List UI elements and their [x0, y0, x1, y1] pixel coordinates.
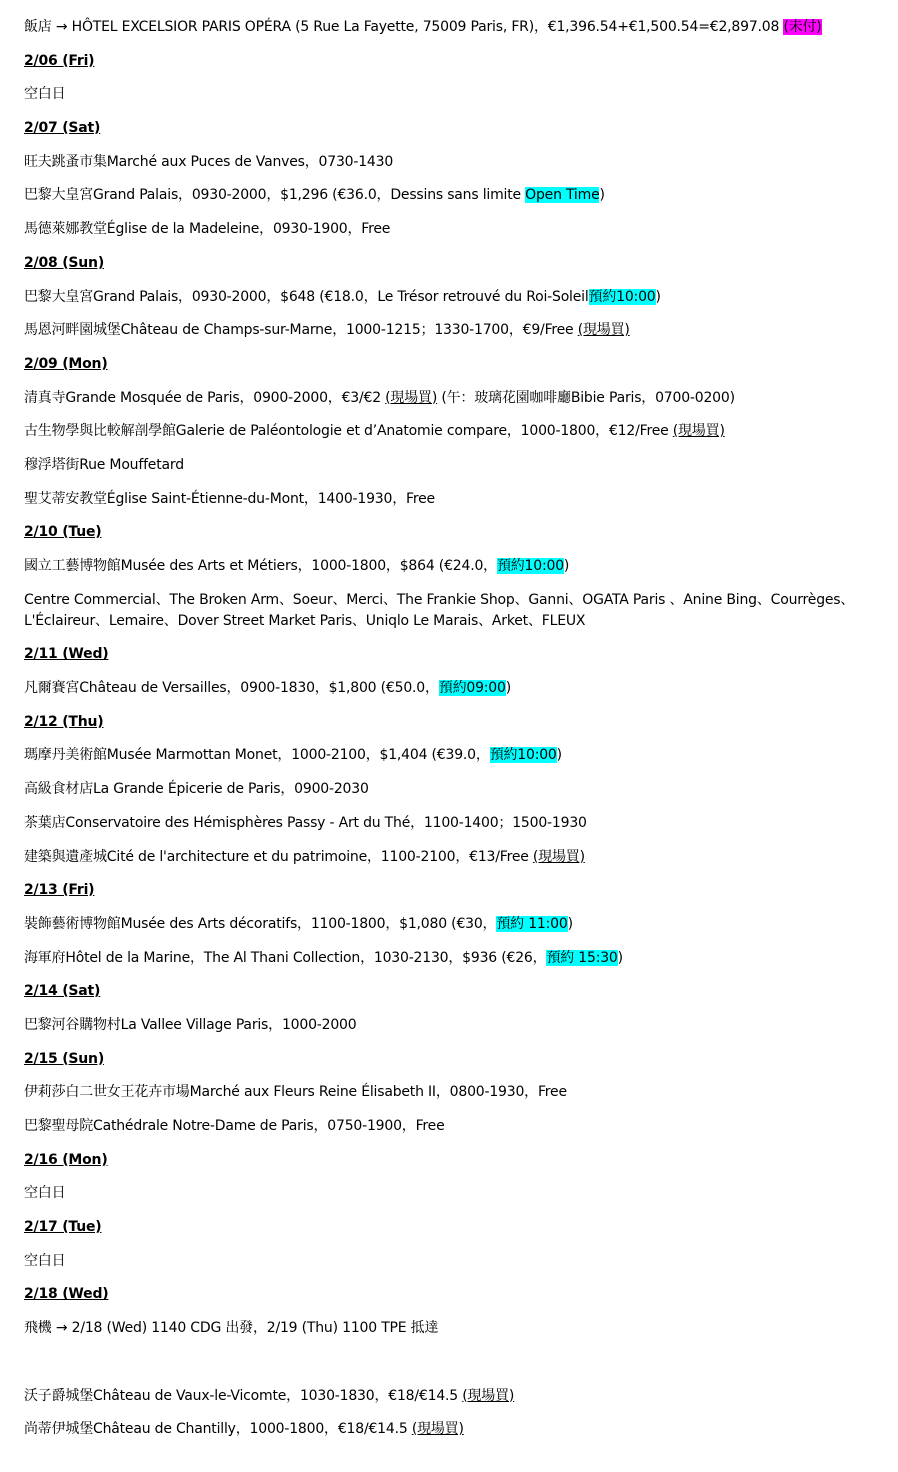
reservation-highlight: 預約10:00 — [489, 747, 557, 764]
line-text: 2/17 (Tue) — [24, 1219, 102, 1236]
date-heading — [24, 712, 874, 733]
onsite-purchase-note: (現場買) — [672, 423, 725, 440]
line-text: 沃子爵城堡Château de Vaux-le-Vicomte，1030-1830，€18/€14.5 — [24, 1387, 463, 1404]
itinerary-line — [24, 779, 874, 800]
line-text: ) — [599, 187, 605, 204]
shop-list — [24, 590, 874, 632]
line-text: 巴黎大皇宮Grand Palais，0930-2000，$648 (€18.0，Le Trésor retrouvé du Roi-Soleil — [24, 288, 589, 305]
itinerary-line — [24, 489, 874, 510]
line-text: 茶葉店Conservatoire des Hémisphères Passy - Art du Thé，1100-1400；1500-1930 — [24, 814, 587, 831]
line-text: 巴黎河谷購物村La Vallee Village Paris，1000-2000 — [24, 1016, 357, 1033]
itinerary-line — [24, 678, 874, 699]
onsite-purchase-note: (現場買) — [385, 389, 438, 406]
line-text: 空白日 — [24, 1185, 66, 1202]
line-text: 2/15 (Sun) — [24, 1050, 105, 1067]
itinerary-line — [24, 185, 874, 206]
itinerary-line — [24, 1116, 874, 1137]
itinerary-line — [24, 388, 874, 409]
line-text: 國立工藝博物館Musée des Arts et Métiers，1000-1800，$864 (€24.0， — [24, 558, 497, 574]
line-text: 巴黎聖母院Cathédrale Notre-Dame de Paris，0750-1900，Free — [24, 1118, 445, 1134]
itinerary-line — [24, 948, 874, 969]
line-text: 空白日 — [24, 86, 66, 103]
line-text: 飛機 → 2/18 (Wed) 1140 CDG 出發，2/19 (Thu) 1100 TPE 抵達 — [24, 1320, 439, 1337]
line-text: (午：玻璃花園咖啡廳Bibie Paris，0700-0200) — [437, 389, 735, 406]
line-text: ) — [556, 747, 562, 764]
date-heading — [24, 354, 874, 375]
date-heading — [24, 1284, 874, 1305]
onsite-purchase-note: (現場買) — [462, 1387, 515, 1404]
itinerary-line — [24, 320, 874, 341]
line-text: 2/16 (Mon) — [24, 1151, 108, 1168]
line-text: 馬德萊娜教堂Église de la Madeleine，0930-1900，Free — [24, 221, 391, 238]
date-heading — [24, 253, 874, 274]
itinerary-line — [24, 421, 874, 442]
itinerary-line — [24, 1419, 874, 1440]
reservation-highlight: 預約10:00 — [588, 288, 656, 305]
line-text: 聖艾蒂安教堂Église Saint-Étienne-du-Mont，1400-1930，Free — [24, 490, 435, 507]
line-text: 建築與遺產城Cité de l'architecture et du patrimoine，1100-2100，€13/Free — [24, 848, 533, 865]
itinerary-line — [24, 1386, 874, 1407]
line-text: 尚蒂伊城堡Château de Chantilly，1000-1800，€18/€14.5 — [24, 1421, 412, 1438]
line-text: 瑪摩丹美術館Musée Marmottan Monet，1000-2100，$1,404 (€39.0， — [24, 747, 490, 764]
line-text: 2/07 (Sat) — [24, 120, 101, 137]
line-text: 飯店 → HÔTEL EXCELSIOR PARIS OPÉRA (5 Rue La Fayette, 75009 Paris, FR)，€1,396.54+€1,500.54=€2,897.08 — [24, 19, 784, 35]
date-heading — [24, 1217, 874, 1238]
line-text: 2/18 (Wed) — [24, 1286, 109, 1303]
line-text: 2/10 (Tue) — [24, 524, 102, 541]
line-text: ) — [567, 915, 573, 932]
itinerary-line — [24, 914, 874, 935]
blank-line — [24, 1352, 874, 1373]
line-text: 2/08 (Sun) — [24, 254, 105, 271]
itinerary-line — [24, 455, 874, 476]
itinerary-line — [24, 1318, 874, 1339]
line-text: 高級食材店La Grande Épicerie de Paris，0900-2030 — [24, 781, 369, 798]
itinerary-line — [24, 813, 874, 834]
date-heading — [24, 1150, 874, 1171]
reservation-highlight: 預約09:00 — [438, 680, 506, 697]
line-text: 2/06 (Fri) — [24, 52, 95, 69]
reservation-highlight: 預約 15:30 — [546, 949, 618, 966]
itinerary-line — [24, 17, 874, 38]
onsite-purchase-note: (現場買) — [411, 1421, 464, 1438]
itinerary-line — [24, 556, 874, 577]
line-text: 穆浮塔街Rue Mouffetard — [24, 456, 184, 473]
itinerary-line — [24, 152, 874, 173]
itinerary-line — [24, 84, 874, 105]
line-text: 2/14 (Sat) — [24, 983, 101, 1000]
date-heading — [24, 1049, 874, 1070]
reservation-highlight: Open Time — [525, 187, 600, 204]
line-text: 海軍府Hôtel de la Marine，The Al Thani Collection，1030-2130，$936 (€26， — [24, 949, 547, 966]
reservation-highlight: 預約10:00 — [496, 558, 564, 574]
date-heading — [24, 118, 874, 139]
line-text: 2/09 (Mon) — [24, 355, 108, 372]
line-text: Centre Commercial、The Broken Arm、Soeur、Merci、The Frankie Shop、Ganni、OGATA Paris 、Anine Bing、Courrèges、L'Éclaireur、Lemaire、Dover Street Market Paris、Uniqlo Le Marais、Arket、FLEUX — [24, 591, 855, 629]
line-text: 空白日 — [24, 1252, 66, 1269]
line-text: 裝飾藝術博物館Musée des Arts décoratifs，1100-1800，$1,080 (€30， — [24, 915, 497, 932]
line-text: 2/12 (Thu) — [24, 713, 104, 730]
line-text: 馬恩河畔園城堡Château de Champs-sur-Marne，1000-1215；1330-1700，€9/Free — [24, 322, 578, 339]
line-text: 旺夫跳蚤市集Marché aux Puces de Vanves，0730-1430 — [24, 153, 394, 170]
line-text: 凡爾賽宮Château de Versailles，0900-1830，$1,800 (€50.0， — [24, 680, 439, 697]
itinerary-line — [24, 847, 874, 868]
line-text: ) — [655, 288, 661, 305]
onsite-purchase-note: (現場買) — [532, 848, 585, 865]
line-text: ) — [617, 949, 623, 966]
line-text: 巴黎大皇宮Grand Palais，0930-2000，$1,296 (€36.0，Dessins sans limite — [24, 187, 526, 204]
date-heading — [24, 981, 874, 1002]
line-text: 古生物學與比較解剖學館Galerie de Paléontologie et d’Anatomie compare，1000-1800，€12/Free — [24, 423, 673, 440]
line-text: 2/11 (Wed) — [24, 646, 109, 663]
date-heading — [24, 51, 874, 72]
line-text: 2/13 (Fri) — [24, 882, 95, 899]
date-heading — [24, 880, 874, 901]
unpaid-highlight: (未付) — [783, 19, 822, 35]
itinerary-line — [24, 1015, 874, 1036]
line-text: 清真寺Grande Mosquée de Paris，0900-2000，€3/€2 — [24, 389, 386, 406]
itinerary-line — [24, 1183, 874, 1204]
line-text: 伊莉莎白二世女王花卉市場Marché aux Fleurs Reine Élisabeth II，0800-1930，Free — [24, 1084, 567, 1101]
line-text: ) — [563, 558, 570, 574]
itinerary-line — [24, 287, 874, 308]
itinerary-line — [24, 219, 874, 240]
itinerary-line — [24, 745, 874, 766]
line-text: ) — [505, 680, 511, 697]
itinerary-line — [24, 1251, 874, 1272]
itinerary-line — [24, 1082, 874, 1103]
date-heading — [24, 522, 874, 543]
date-heading — [24, 644, 874, 665]
onsite-purchase-note: (現場買) — [577, 322, 630, 339]
reservation-highlight: 預約 11:00 — [496, 915, 568, 932]
